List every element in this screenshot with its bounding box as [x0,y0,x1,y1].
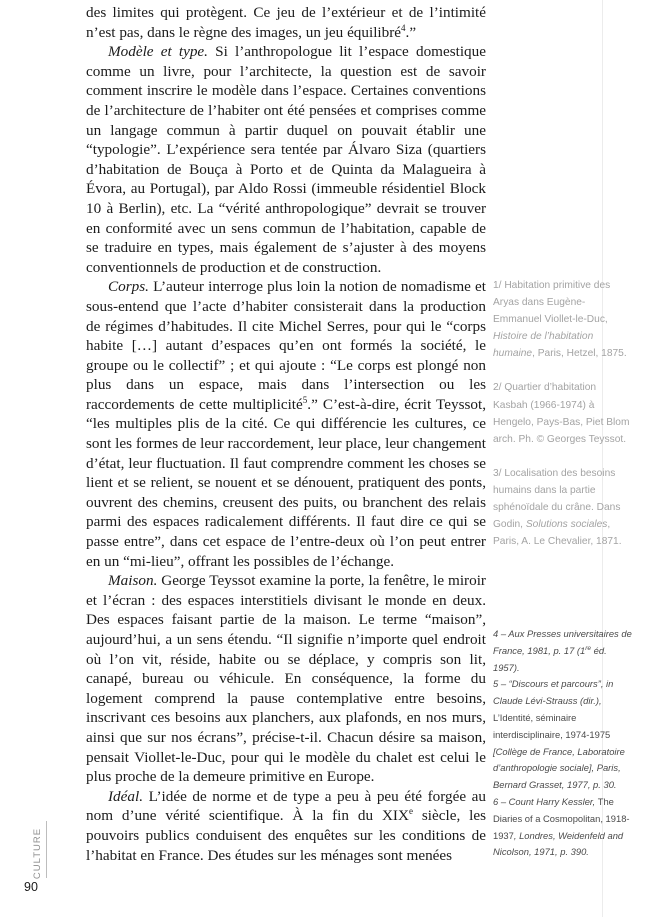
caption-3 [493,465,633,550]
text-run: éd. 1957). [493,644,607,673]
paragraph-opening [86,3,486,42]
text-run: L’auteur interroge plus loin la notion de nomadisme et sous-entend que l’acte d’habiter consisterait dans la production de régimes d’habitudes. Il cite Michel Serres, pour qui le “corps habite […] autant d’espaces qu’en ont formés la société, le groupe ou le collectif” ; et qui ajoute : “Le corps est plongé non plus dans un espace, mais dans l’intersection ou les raccordements de cette multiplicité [86,278,486,413]
text-run: 1/ Habitation primitive des Aryas dans Eugène-Emmanuel Viollet-le-Duc, [493,280,611,326]
footnote-4 [493,626,635,676]
footnote-6 [493,794,635,861]
body-text [86,3,486,865]
paragraph-maison [86,571,486,787]
paragraph-heading: Modèle et type. [108,43,208,61]
text-run: 5 – “Discours et parcours”, in Claude Lévi-Strauss (dir.), [493,678,614,707]
superscript: e [408,806,413,817]
text-run: 3/ Localisation des besoins humains dans la partie sphénoïdale du crâne. Dans Godin, [493,467,621,531]
work-title: The Diaries of a Cosmopolitan, 1918-1937 [493,795,630,841]
caption-2: 2/ Quartier d’habitation Kasbah (1966-1974) à Hengelo, Pays-Bas, Piet Blom arch. Ph. © Georges Teyssot. [493,382,630,445]
text-run: des limites qui protègent. Ce jeu de l’extérieur et de l’intimité n’est pas, dans le règne des images, un jeu équilibré [86,4,486,41]
text-run: .” C’est-à-dire, écrit Teyssot, “les multiples plis de la cité. Ce qui différencie les cultures, ce sont les formes de leur raccordement, leur place, leur changement d’état, leur fluctuation. Il faut comprendre comment les choses se lient et se relient, se nouent et se dénouent, pratiquent des ponts, ouvrent des chemins, creusent des puits, ou branchent des relais parmi des espaces radicalement différents. Il faut dire ce qui se passe entre”, dans cet espace de l’entre-deux où l’on peut entrer en un “mi-lieu”, offrant les possibles de l’échange. [86,395,487,570]
text-run: siècle, les pouvoirs publics conduisent des enquêtes sur les conditions de l’habitat en France. Des études sur les ménages sont menées [86,807,487,864]
paragraph-heading: Maison. [108,572,158,590]
page-number: 90 [24,880,38,894]
footnote-5 [493,676,635,794]
text-run: , Paris, Hetzel, 1875. [532,348,627,360]
work-title: L’Identité, séminaire interdisciplinaire, 1974-1975 [493,711,611,740]
text-run: [Collège de France, Laboratoire d’anthropologie sociale], Paris, Bernard Grasset, 1977, p. 30. [493,745,625,791]
text-run: 4 – Aux Presses universitaires de France, 1981, p. 17 (1 [493,628,632,656]
footnotes [493,626,635,861]
section-label [31,823,45,883]
section-rule [46,821,47,878]
book-title: Solutions sociales [525,519,608,531]
book-title: Histoire de l’habitation humaine [493,331,594,360]
text-run: L’idée de norme et de type a peu à peu été forgée au nom d’une vérité scientifique. À la fin du XIX [86,787,486,825]
caption-1 [493,277,633,362]
footnote-ref: 4 [401,22,406,33]
paragraph-heading: Idéal. [108,787,144,805]
paragraph-corps [86,277,486,571]
text-run: .” [405,23,417,41]
text-run: Si l’anthropologue lit l’espace domestique comme un livre, pour l’architecte, la question est de savoir comment inscrire le modèle dans l’espace. Certaines conventions de l’architecture de l’habiter ont été pensées et comprises comme un langage commun à partir duquel on pouvait établir une “typologie”. L’expérience sera tentée par Álvaro Siza (quartiers d’habitation de Bouça à Porto et de Quinta da Malagueira à Évora, au Portugal), par Aldo Rossi (immeuble résidentiel Block 10 à Berlin), etc. La “vérité anthropologique” devrait se trouver en conformité avec un sens commun de l’habitation, capable de se traduire en types, mais également de s’ajuster à des moyens conventionnels de production et de construction. [86,43,486,276]
figure-captions [493,277,633,567]
footnote-ref: 5 [302,394,308,405]
superscript: re [585,644,592,652]
section-label-text: CULTURE [32,827,44,879]
text-run: 6 – Count Harry Kessler, [493,795,598,807]
paragraph-modele [86,42,486,277]
paragraph-heading: Corps. [108,278,149,296]
text-run: , Londres, Weidenfeld and Nicolson, 1971, p. 390. [493,829,624,858]
text-run: , Paris, A. Le Chevalier, 1871. [493,519,622,548]
text-run: George Teyssot examine la porte, la fenêtre, le miroir et l’écran : des espaces interstitiels divisant le monde en deux. Des espaces faisant partie de la maison. Le terme “maison”, aujourd’hui, a un sens étendu. “Il signifie n’importe quel endroit où l’on vit, réside, habite ou se déplace, y compris son lit, canapé, bureau ou véhicule. En conséquence, la forme du logement comprend la pause contemplative entre besoins, inscrivant ces besoins aux planchers, aux plafonds, en nos murs, ainsi que sur nos écrans”, précise-t-il. Chacun désire sa maison, pensait Viollet-le-Duc, pour qui le modèle du chalet est celui le plus proche de la demeure primitive en Europe. [86,572,486,786]
paragraph-ideal [86,787,486,865]
